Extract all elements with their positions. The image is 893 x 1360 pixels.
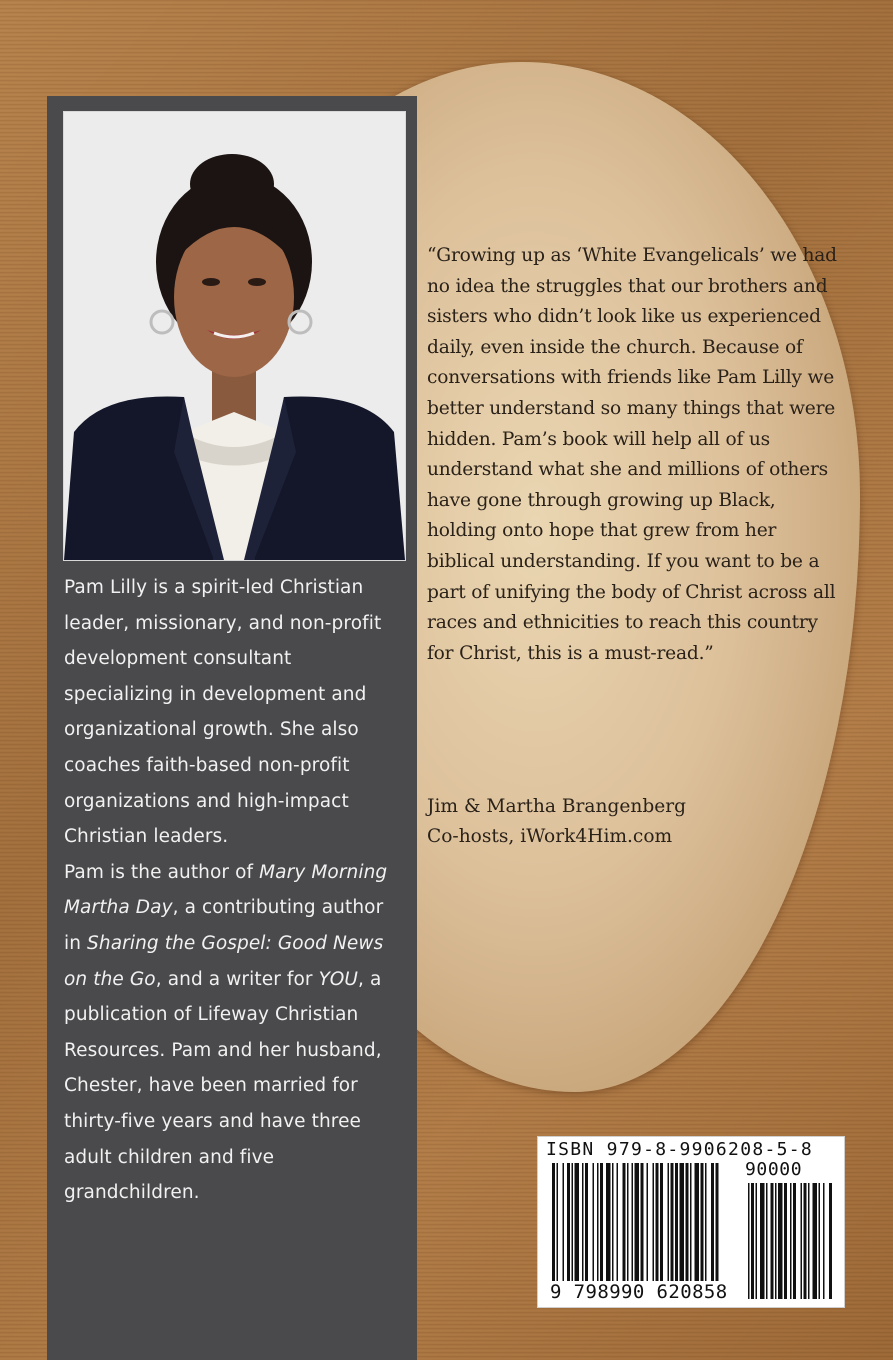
barcode-bar xyxy=(705,1163,707,1281)
endorsement-quote: “Growing up as ‘White Evangelicals’ we had no idea the struggles that our brothers and sisters who didn’t look like us experienced daily, even inside the church. Because of conversations with friends like Pam Lilly we better understand so many things that were hidden. Pam’s book will help all of us understand what she and millions of others have gone through growing up Black, holding onto hope that grew from her biblical understanding. If you want to be a part of unifying the body of Christ across all races and ethnicities to reach this country for Christ, this is a must-read.” xyxy=(427,245,837,664)
endorser-names: Jim & Martha Brangenberg xyxy=(427,796,687,817)
bio-text: Pam is the author of xyxy=(64,861,260,883)
barcode-addon-bar xyxy=(808,1183,810,1299)
barcode-addon-bar xyxy=(756,1183,758,1299)
book-title-sharing-the-gospel: Sharing the Gospel: Good News on the Go xyxy=(64,932,384,990)
author-portrait-image xyxy=(64,112,405,560)
barcode-bar xyxy=(656,1163,659,1281)
author-photo xyxy=(63,111,406,561)
barcode-addon-bar xyxy=(760,1183,765,1299)
barcode-addon-bar xyxy=(751,1183,754,1299)
barcode-addon-bar xyxy=(775,1183,777,1299)
barcode-bar xyxy=(690,1163,692,1281)
bio-paragraph-2 xyxy=(64,855,404,1211)
barcode-bar xyxy=(557,1163,559,1281)
barcode-bar xyxy=(582,1163,584,1281)
barcode-bar xyxy=(711,1163,714,1281)
barcode-digits: 9 798990 620858 xyxy=(550,1281,728,1303)
publication-title-you: YOU xyxy=(318,968,359,990)
barcode-bar xyxy=(612,1163,614,1281)
barcode-bar xyxy=(675,1163,678,1281)
barcode-addon-bar xyxy=(784,1183,787,1299)
barcode-bar xyxy=(695,1163,700,1281)
endorser-role: Co-hosts, iWork4Him.com xyxy=(427,826,673,847)
barcode-bar xyxy=(632,1163,634,1281)
barcode-addon-bar xyxy=(790,1183,792,1299)
barcode-bar xyxy=(563,1163,565,1281)
barcode-addon-bar xyxy=(793,1183,796,1299)
barcode-bar xyxy=(668,1163,670,1281)
barcode-bar xyxy=(647,1163,649,1281)
bio-text: , and a writer for xyxy=(155,968,319,990)
isbn-barcode xyxy=(537,1136,845,1308)
barcode-addon-bar xyxy=(804,1183,807,1299)
author-bio xyxy=(64,570,404,1211)
barcode-bar xyxy=(597,1163,599,1281)
barcode-bar xyxy=(701,1163,704,1281)
barcode-bar xyxy=(680,1163,685,1281)
barcode-addon-bar xyxy=(766,1183,768,1299)
barcode-bar xyxy=(623,1163,626,1281)
book-title-mary-morning-martha-day: Mary Morning Martha Day xyxy=(64,861,388,919)
barcode-bar xyxy=(641,1163,644,1281)
barcode-bar xyxy=(660,1163,663,1281)
bio-paragraph-1: Pam Lilly is a spirit-led Christian leader, missionary, and non-profit development consultant specializing in development and organizational growth. She also coaches faith-based non-profit organizations and high-impact Christian leaders. xyxy=(64,577,382,848)
barcode-bar xyxy=(585,1163,588,1281)
barcode-bar xyxy=(572,1163,574,1281)
barcode-bar xyxy=(627,1163,629,1281)
barcode-addon-digits: 90000 xyxy=(745,1159,803,1180)
bio-text: , a publication of Lifeway Christian Resources. Pam and her husband, Chester, have been married for thirty-five years and have three adult children and five grandchildren. xyxy=(64,968,382,1204)
endorsement-attribution xyxy=(427,792,847,852)
barcode-bar xyxy=(552,1163,555,1281)
barcode-bar xyxy=(593,1163,595,1281)
barcode-bar xyxy=(671,1163,674,1281)
barcode-addon-bar xyxy=(823,1183,825,1299)
barcode-bar xyxy=(716,1163,719,1281)
barcode-addon-bar xyxy=(813,1183,818,1299)
barcode-bar xyxy=(575,1163,580,1281)
barcode-addon-bar xyxy=(748,1183,750,1299)
bio-text: , a contributing author in xyxy=(64,897,384,954)
barcode-addon-bar xyxy=(829,1183,832,1299)
barcode-bar xyxy=(606,1163,611,1281)
isbn-text: ISBN 979-8-9906208-5-8 xyxy=(546,1139,814,1160)
barcode-bar xyxy=(617,1163,619,1281)
barcode-addon-bar xyxy=(801,1183,803,1299)
barcode-bar xyxy=(686,1163,689,1281)
barcode-bar xyxy=(567,1163,570,1281)
barcode-bar xyxy=(653,1163,655,1281)
barcode-addon-bar xyxy=(778,1183,783,1299)
barcode-addon-bar xyxy=(771,1183,774,1299)
barcode-bar xyxy=(600,1163,603,1281)
barcode-bar xyxy=(635,1163,640,1281)
barcode-addon-bar xyxy=(819,1183,821,1299)
